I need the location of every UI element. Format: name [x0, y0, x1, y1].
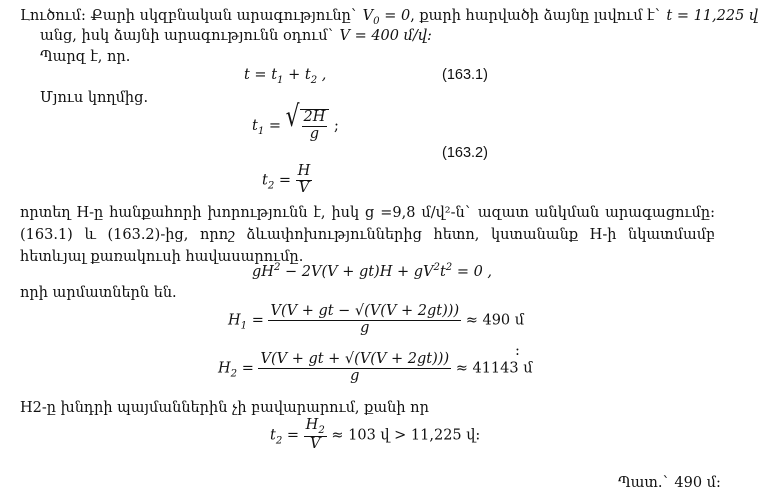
roots-colon: : [515, 343, 520, 359]
intro-text-1: Քարի սկզբնական արագությունը` [85, 8, 359, 24]
solution-label: Լուծում: [20, 8, 86, 24]
root-h1: $H_1$ = $\frac{V(V + gt - √(V(V + 2gt)))}{g}$ ≈ 490 մ [228, 303, 525, 336]
answer: Պատ.` 490 մ: [618, 475, 721, 491]
equation-t2: $t_2$ = $\frac{H}{V}$ [262, 163, 311, 196]
intro-line-1 [20, 8, 758, 28]
explanation-paragraph: որտեղ H-ը հանքահորի խորությունն է, իսկ g =9,8 մ/վ²-ն` ազատ անկման արագացումը: (163.1) և (163.2)-ից, որոշ ձևափոխություններից հետո, կստանանք H-ի նկատմամբ հետևյալ քառակուսի հավասարումը. [20, 205, 715, 265]
h2-text: H2-ը խնդրի պայմաններին չի բավարարում, քանի որ [20, 400, 429, 416]
equation-t1: $t_1$ = √ $\frac{2H}{g}$ ; [252, 100, 339, 142]
t2-check: $t_2$ = $\frac{H_2}{V}$ ≈ 103 վ > 11,225 վ: [270, 417, 481, 453]
intro-line-2 [40, 28, 432, 45]
other-hand-text: Մյուս կողմից. [40, 90, 149, 106]
roots-text: որի արմատներն են. [20, 285, 177, 301]
equation-number-163-2: (163.2) [442, 145, 488, 161]
equation-163-1: $t = t_1 + t_2$ , [244, 67, 327, 86]
v-equation: V = 400 մ/վ: [339, 28, 432, 44]
root-h2: $H_2$ = $\frac{V(V + gt + √(V(V + 2gt)))}{g}$ ≈ 41143 մ [218, 351, 533, 384]
intro-text-2: , քարի հարվածի ձայնը լսվում է` [410, 8, 662, 24]
sqrt-symbol: √ $\frac{2H}{g}$ [286, 109, 330, 143]
v0-equation: $V_0 = 0$ [362, 8, 411, 27]
clear-text: Պարզ է, որ. [40, 49, 131, 65]
t-equation: t = 11,225 վ [666, 8, 758, 24]
equation-number-163-1: (163.1) [442, 67, 488, 83]
quadratic-equation: $gH^2 - 2V(V + gt)H + gV^2t^2 = 0$ , [252, 262, 493, 280]
intro-text-3: անց, իսկ ձայնի արագությունն օդում` [40, 28, 335, 44]
